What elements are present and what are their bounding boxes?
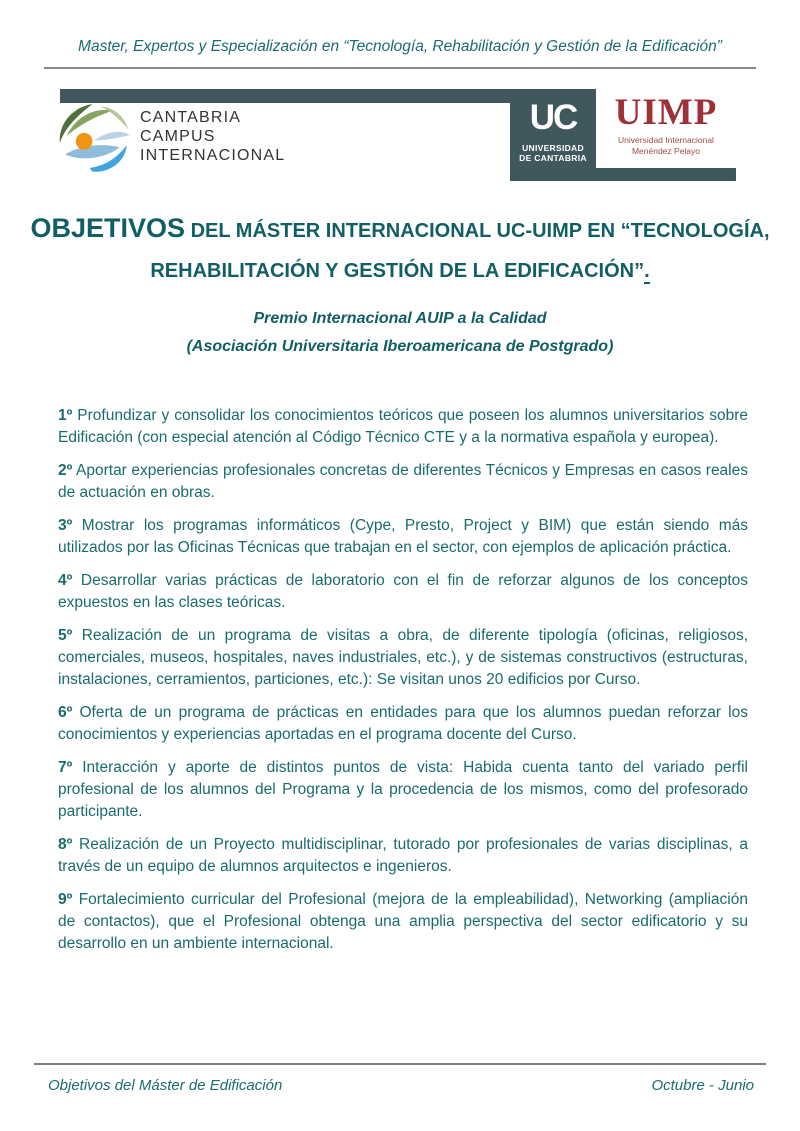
footer-rule xyxy=(34,1063,766,1065)
objective-paragraph-5 xyxy=(58,625,748,691)
footer-left-text: Objetivos del Máster de Edificación xyxy=(48,1077,283,1094)
objective-text: Realización de un programa de visitas a obra, de diferente tipología (oficinas, religiosos, comerciales, museos, hospitales, naves industriales, etc.), y de sistemas constructivos (estructuras, instalaciones, cerramientos, particiones, etc.): Se visitan unos 20 edificios por Curso. xyxy=(58,627,749,688)
objective-number: 2º xyxy=(58,462,73,479)
objectives-list xyxy=(58,405,748,955)
uc-name-line2: DE CANTABRIA xyxy=(519,153,587,163)
uc-abbr: UC xyxy=(529,98,577,137)
header-rule xyxy=(44,67,756,69)
objective-paragraph-2 xyxy=(58,460,748,504)
objective-number: 3º xyxy=(58,517,73,534)
objective-paragraph-3 xyxy=(58,515,748,559)
uc-name xyxy=(510,143,596,163)
award-subtitle-line2: (Asociación Universitaria Iberoamericana de Postgrado) xyxy=(186,338,614,355)
running-header xyxy=(0,0,800,69)
objective-number: 8º xyxy=(58,836,73,853)
footer-right-text: Octubre - Junio xyxy=(651,1077,754,1094)
running-header-text: Master, Expertos y Especialización en “Tecnología, Rehabilitación y Gestión de la Edificación” xyxy=(78,38,722,55)
footer-row xyxy=(48,1077,754,1094)
logo-band xyxy=(0,89,800,181)
uc-name-line1: UNIVERSIDAD xyxy=(522,143,584,153)
objective-text: Mostrar los programas informáticos (Cype, Presto, Project y BIM) que están siendo más utilizados por las Oficinas Técnicas que trabajan en el sector, con ejemplos de aplicación práctica. xyxy=(58,517,748,556)
uimp-abbr: UIMP xyxy=(614,92,718,133)
title-underlined-period: . xyxy=(644,260,650,282)
objective-text: Interacción y aporte de distintos puntos de vista: Habida cuenta tanto del variado perfil profesional de los alumnos del Programa y la procedencia de los mismos, como del profesorado participante. xyxy=(58,759,748,820)
title-lead-word: OBJETIVOS xyxy=(30,213,186,243)
running-footer xyxy=(0,1063,800,1094)
page-title xyxy=(0,213,800,283)
objective-number: 5º xyxy=(58,627,73,644)
title-line-2 xyxy=(0,260,800,283)
uimp-name-line2: Menéndez Pelayo xyxy=(631,146,701,156)
cantabria-campus-wordmark xyxy=(140,108,285,165)
objective-number: 4º xyxy=(58,572,73,589)
title-line-1 xyxy=(0,213,800,246)
objective-text: Realización de un Proyecto multidisciplinar, tutorado por profesionales de varias disciplinas, a través de un equipo de alumnos arquitectos e ingenieros. xyxy=(58,836,748,875)
objective-paragraph-4 xyxy=(58,570,748,614)
objective-text: Fortalecimiento curricular del Profesional (mejora de la empleabilidad), Networking (ampliación de contactos), que el Profesional obtenga una amplia perspectiva del sector edificatorio y su desarrollo en un ambiente internacional. xyxy=(58,891,748,952)
objective-paragraph-6 xyxy=(58,702,748,746)
logo-bottom-bar xyxy=(596,168,736,181)
award-subtitle xyxy=(0,305,800,361)
objective-number: 1º xyxy=(58,407,73,424)
title-line2-text: REHABILITACIÓN Y GESTIÓN DE LA EDIFICACIÓN” xyxy=(150,260,645,282)
objective-paragraph-8 xyxy=(58,834,748,878)
uimp-name-line1: Universidad Internacional xyxy=(618,135,714,145)
objective-text: Oferta de un programa de prácticas en entidades para que los alumnos puedan reforzar los conocimientos y experiencias aportadas en el programa docente del Curso. xyxy=(58,704,748,743)
ccm-line-3: INTERNACIONAL xyxy=(140,147,286,164)
objective-text: Desarrollar varias prácticas de laboratorio con el fin de reforzar algunos de los conceptos expuestos en las clases teóricas. xyxy=(58,572,748,611)
objective-text: Profundizar y consolidar los conocimientos teóricos que poseen los alumnos universitarios sobre Edificación (con especial atención al Código Técnico CTE y a la normativa española y europea). xyxy=(58,407,748,446)
objective-text: Aportar experiencias profesionales concretas de diferentes Técnicos y Empresas en casos reales de actuación en obras. xyxy=(58,462,748,501)
objective-paragraph-7 xyxy=(58,757,748,823)
uimp-name xyxy=(596,135,736,157)
cantabria-campus-emblem-icon xyxy=(56,101,132,177)
objective-paragraph-9 xyxy=(58,889,748,955)
objective-number: 6º xyxy=(58,704,73,721)
objective-number: 7º xyxy=(58,759,73,776)
title-line1-rest: DEL MÁSTER INTERNACIONAL UC-UIMP EN “TECNOLOGÍA, xyxy=(190,220,770,242)
award-subtitle-line1: Premio Internacional AUIP a la Calidad xyxy=(253,310,547,327)
ccm-line-1: CANTABRIA xyxy=(140,109,242,126)
uc-logo xyxy=(510,89,596,181)
objective-paragraph-1 xyxy=(58,405,748,449)
objective-number: 9º xyxy=(58,891,73,908)
ccm-line-2: CAMPUS xyxy=(140,128,216,145)
